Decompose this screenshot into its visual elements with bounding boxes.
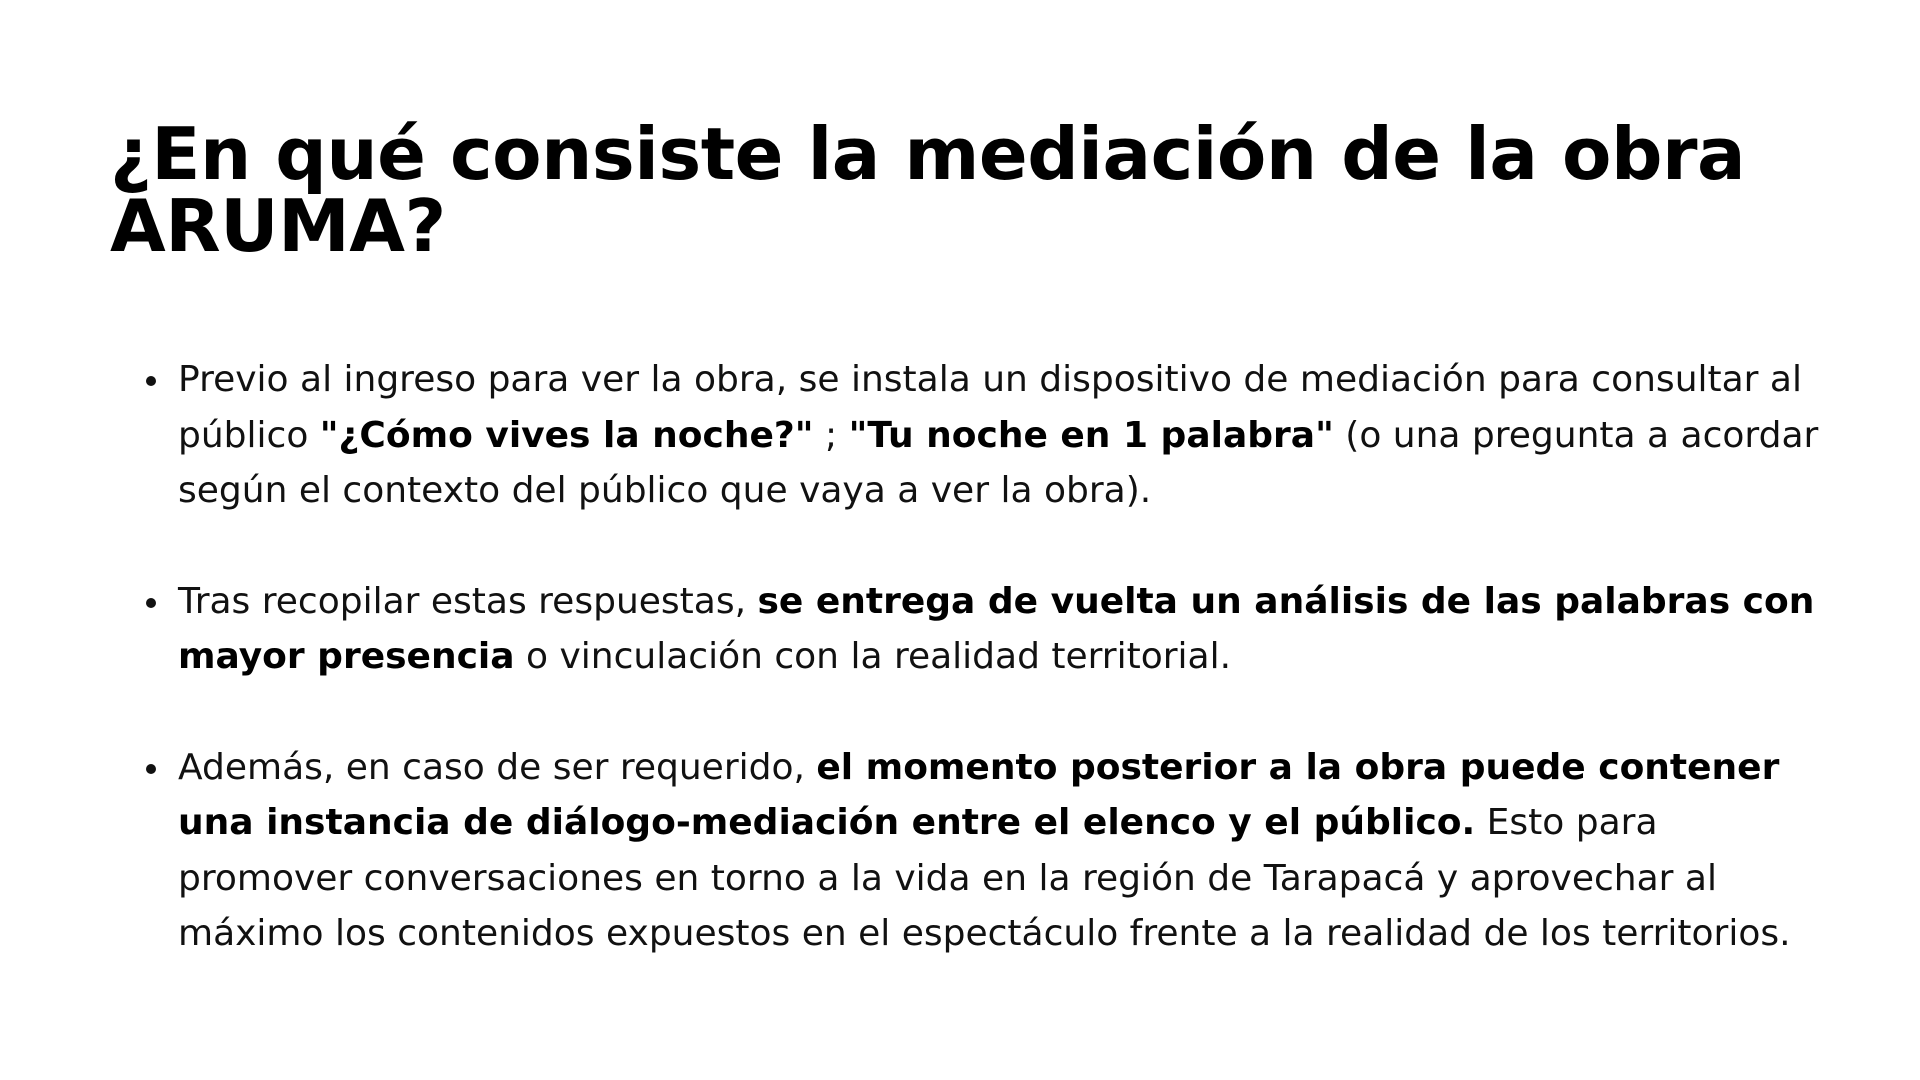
bullet-item-1 — [140, 352, 1830, 519]
page-title: ¿En qué consiste la mediación de la obra ARUMA? — [110, 112, 1746, 268]
bullet-text: Previo al ingreso para ver la obra, se instala un dispositivo de mediación para consultar al público — [178, 359, 1802, 456]
bullet-list — [140, 352, 1830, 962]
bullet-item-3 — [140, 740, 1830, 962]
bullet-bold-text: el momento posterior a la obra puede contener una instancia de diálogo-mediación entre el elenco y el público. — [178, 746, 1780, 843]
bullet-bold-text: se entrega de vuelta un análisis de las palabras con mayor presencia — [178, 580, 1815, 677]
bullet-dot-icon — [146, 598, 156, 608]
bullet-text: ; — [813, 414, 849, 456]
bullet-text: (o una pregunta a acordar según el contexto del público que vaya a ver la obra). — [178, 414, 1819, 511]
bullet-dot-icon — [146, 764, 156, 774]
bullet-text: Esto para promover conversaciones en torno a la vida en la región de Tarapacá y aprovechar al máximo los contenidos expuestos en el espectáculo frente a la realidad de los territorios. — [178, 802, 1791, 954]
bullet-text: Además, en caso de ser requerido, — [178, 746, 817, 788]
bullet-dot-icon — [146, 376, 156, 386]
bullet-bold-text: "Tu noche en 1 palabra" — [848, 414, 1334, 456]
bullet-text: Tras recopilar estas respuestas, — [178, 580, 758, 622]
bullet-item-2 — [140, 574, 1830, 685]
bullet-text: o vinculación con la realidad territorial. — [514, 636, 1232, 677]
bullet-bold-text: "¿Cómo vives la noche?" — [319, 414, 814, 456]
